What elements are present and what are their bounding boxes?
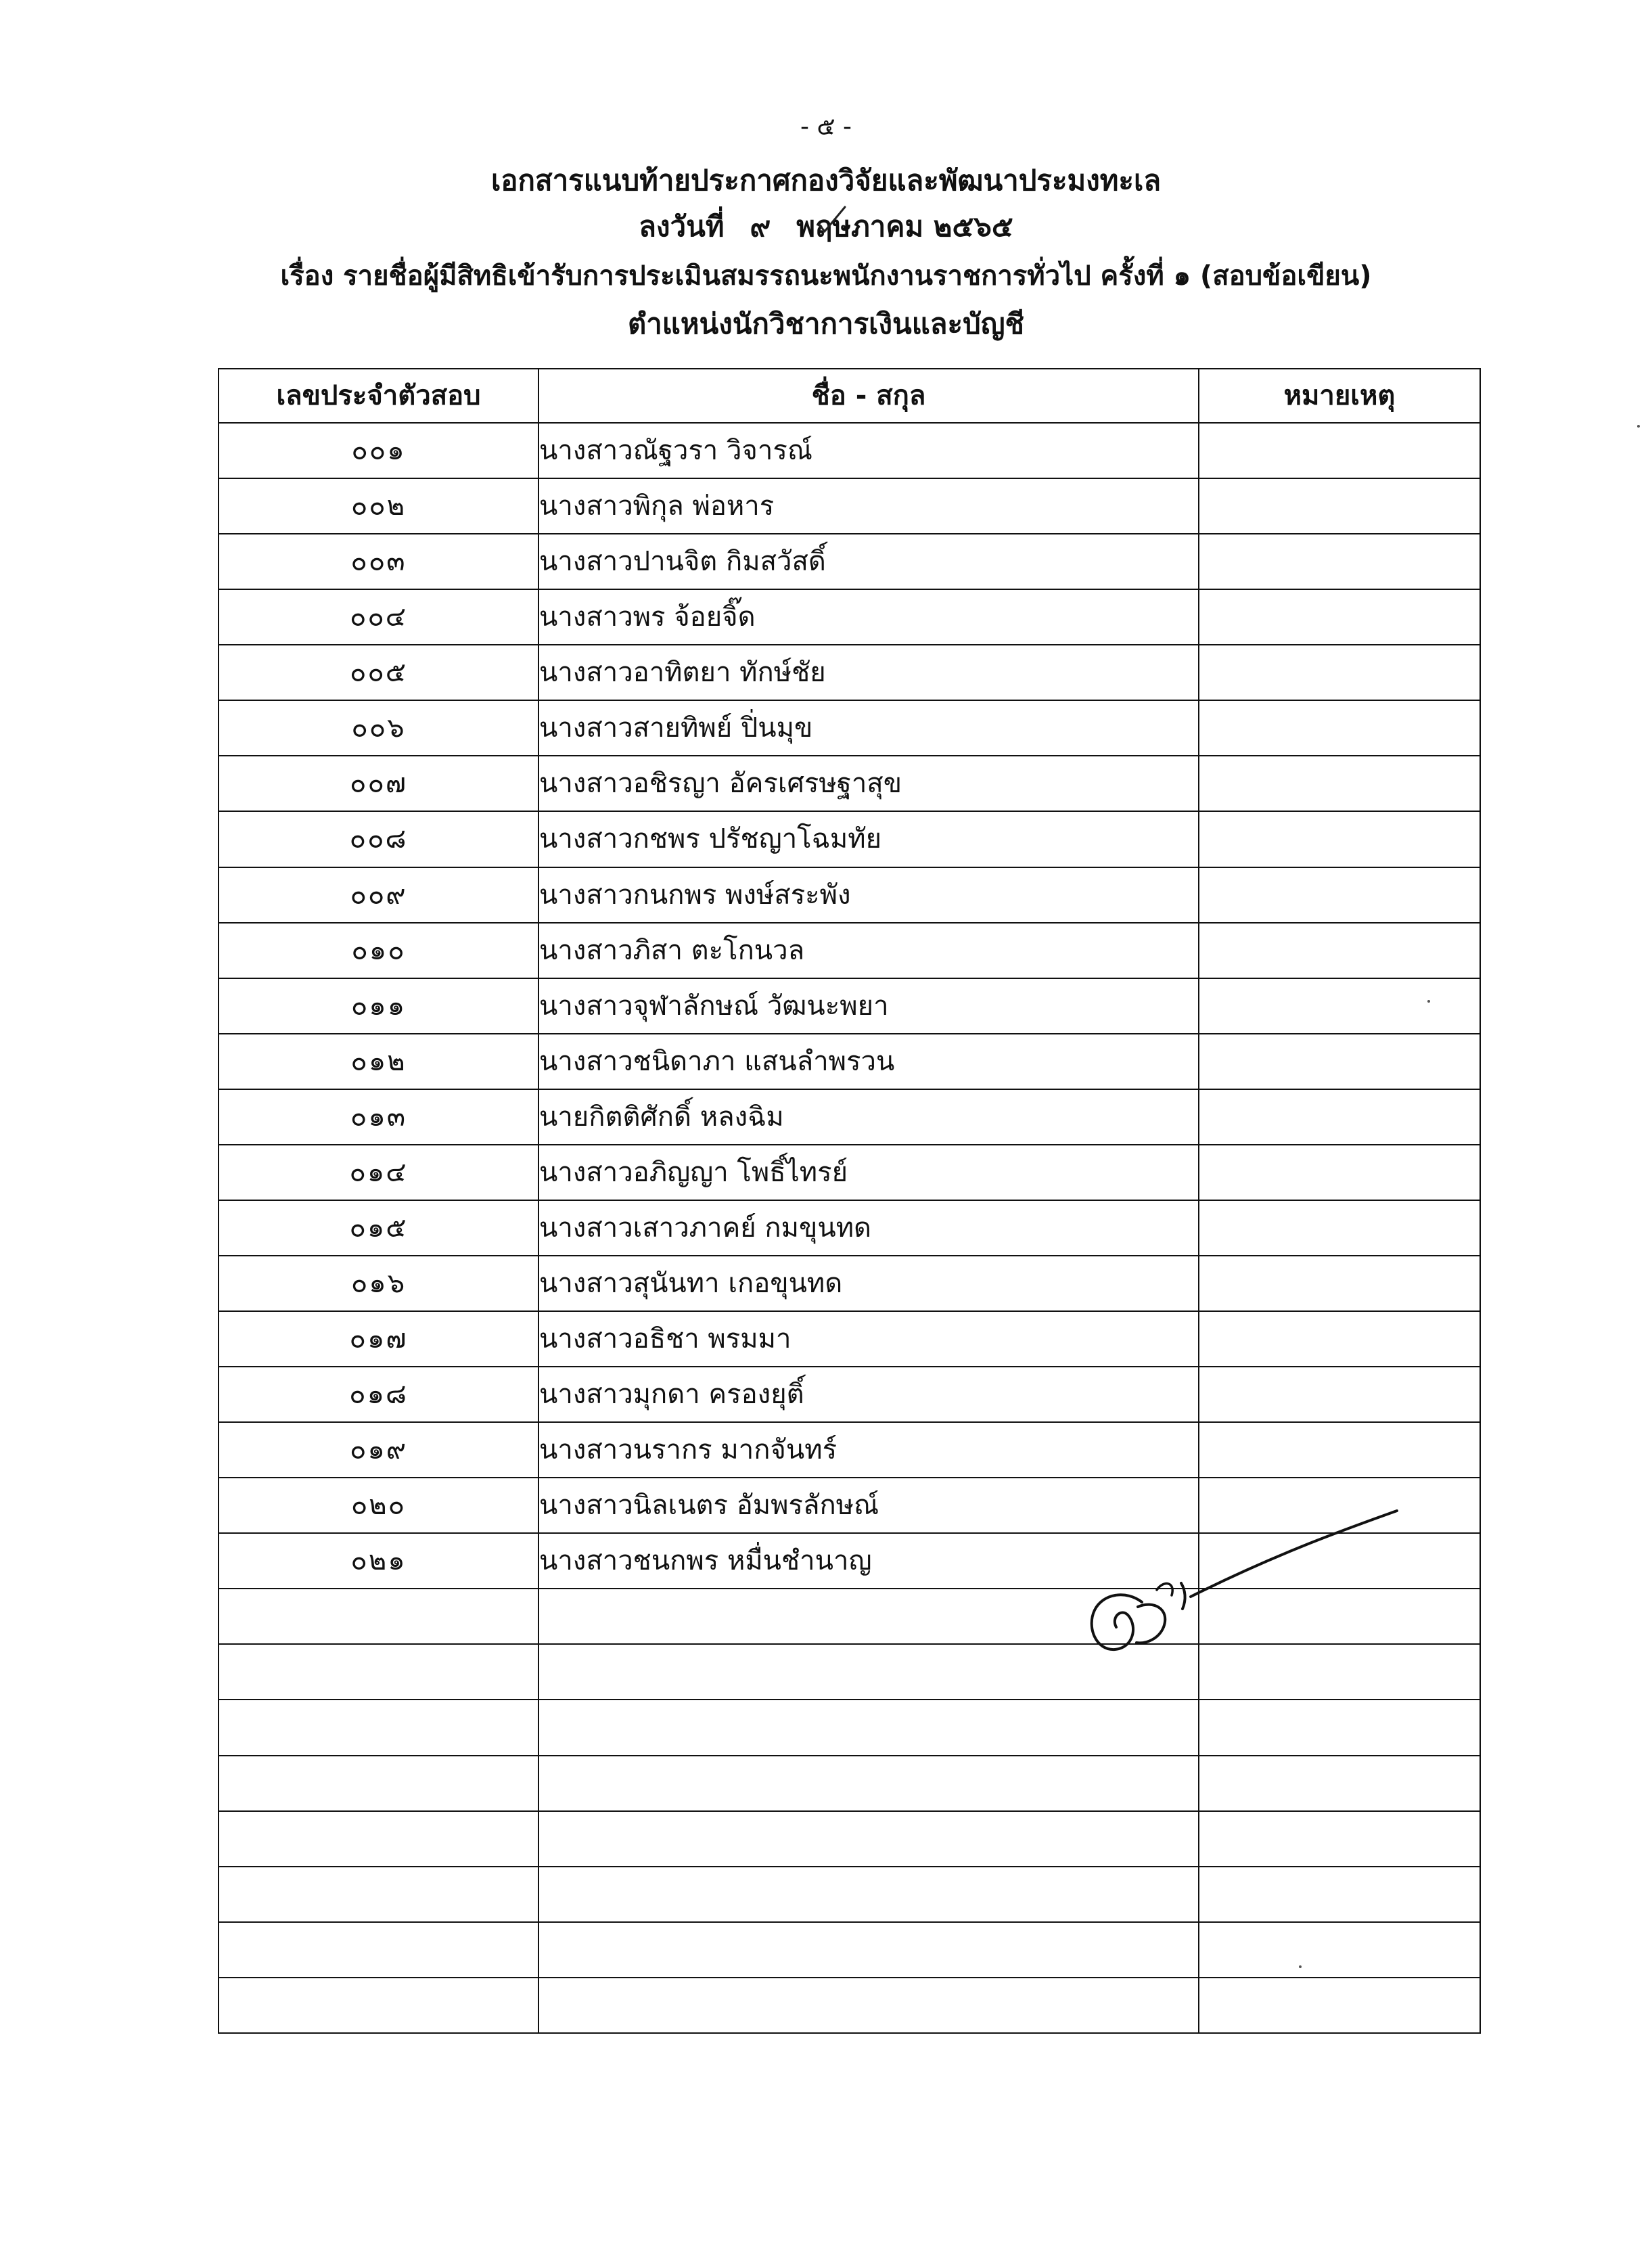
remarks-cell — [1199, 978, 1480, 1034]
remarks-cell — [1199, 645, 1480, 700]
date-day: ๙ — [750, 210, 771, 243]
name-cell: นางสาวอภิญญา โพธิ์ไทรย์ — [538, 1145, 1199, 1200]
exam-id-cell: ๐๑๓ — [219, 1089, 538, 1145]
table-row — [219, 1756, 1480, 1811]
date-rest: พฤษภาคม ๒๕๖๕ — [796, 210, 1013, 243]
name-cell: นางสาวสายทิพย์ ปิ่นมุข — [538, 700, 1199, 756]
column-header-name: ชื่อ - สกุล — [538, 369, 1199, 423]
remarks-cell — [1199, 1256, 1480, 1311]
remarks-cell — [1199, 923, 1480, 978]
remarks-cell — [1199, 1922, 1480, 1978]
table-row — [219, 1311, 1480, 1367]
exam-id-cell: ๐๐๗ — [219, 756, 538, 811]
table-body — [219, 423, 1480, 2033]
name-cell: นางสาวภิสา ตะโกนวล — [538, 923, 1199, 978]
remarks-cell — [1199, 589, 1480, 645]
remarks-cell — [1199, 534, 1480, 589]
exam-id-cell — [219, 1811, 538, 1867]
exam-id-cell — [219, 1922, 538, 1978]
name-cell: นางสาวอชิรญา อัครเศรษฐาสุข — [538, 756, 1199, 811]
table-row — [219, 478, 1480, 534]
name-cell: นางสาวนิลเนตร อัมพรลักษณ์ — [538, 1478, 1199, 1533]
exam-id-cell: ๐๒๑ — [219, 1533, 538, 1589]
exam-id-cell: ๐๑๗ — [219, 1311, 538, 1367]
exam-id-cell: ๐๐๖ — [219, 700, 538, 756]
remarks-cell — [1199, 423, 1480, 478]
table-header-row — [219, 369, 1480, 423]
name-cell: นางสาวมุกดา ครองยุติ์ — [538, 1367, 1199, 1422]
name-cell — [538, 1867, 1199, 1922]
column-header-exam-id: เลขประจำตัวสอบ — [219, 369, 538, 423]
document-title: เอกสารแนบท้ายประกาศกองวิจัยและพัฒนาประมงทะเล — [490, 164, 1162, 197]
table-row — [219, 589, 1480, 645]
exam-id-cell: ๐๑๐ — [219, 923, 538, 978]
name-cell: นางสาวชนกพร หมื่นชำนาญ — [538, 1533, 1199, 1589]
name-cell: นางสาวกชพร ปรัชญาโฉมทัย — [538, 811, 1199, 867]
table-row — [219, 1034, 1480, 1089]
exam-id-cell: ๐๐๒ — [219, 478, 538, 534]
name-cell: นายกิตติศักดิ์ หลงฉิม — [538, 1089, 1199, 1145]
table-row — [219, 1200, 1480, 1256]
remarks-cell — [1199, 867, 1480, 923]
remarks-cell — [1199, 478, 1480, 534]
exam-id-cell — [219, 1644, 538, 1700]
date-prefix: ลงวันที่ — [639, 210, 725, 243]
table-row — [219, 534, 1480, 589]
table-row — [219, 1811, 1480, 1867]
name-cell: นางสาวนรากร มากจันทร์ — [538, 1422, 1199, 1478]
exam-id-cell: ๐๐๔ — [219, 589, 538, 645]
table-row — [219, 923, 1480, 978]
name-cell — [538, 1922, 1199, 1978]
remarks-cell — [1199, 1089, 1480, 1145]
name-cell: นางสาวชนิดาภา แสนลำพรวน — [538, 1034, 1199, 1089]
exam-id-cell: ๐๒๐ — [219, 1478, 538, 1533]
remarks-cell — [1199, 1700, 1480, 1755]
table-row — [219, 1367, 1480, 1422]
exam-id-cell — [219, 1867, 538, 1922]
table-row — [219, 423, 1480, 478]
remarks-cell — [1199, 700, 1480, 756]
page-number: - ๕ - — [800, 113, 852, 141]
remarks-cell — [1199, 756, 1480, 811]
table-row — [219, 811, 1480, 867]
remarks-cell — [1199, 1200, 1480, 1256]
candidate-table — [218, 368, 1481, 2034]
remarks-cell — [1199, 1978, 1480, 2033]
exam-id-cell: ๐๑๕ — [219, 1200, 538, 1256]
exam-id-cell: ๐๐๘ — [219, 811, 538, 867]
table-row — [219, 1867, 1480, 1922]
remarks-cell — [1199, 1367, 1480, 1422]
name-cell: นางสาวกนกพร พงษ์สระพัง — [538, 867, 1199, 923]
exam-id-cell: ๐๑๙ — [219, 1422, 538, 1478]
exam-id-cell: ๐๐๙ — [219, 867, 538, 923]
name-cell: นางสาวเสาวภาคย์ กมขุนทด — [538, 1200, 1199, 1256]
table-row — [219, 1089, 1480, 1145]
document-position: ตำแหน่งนักวิชาการเงินและบัญชี — [627, 307, 1025, 340]
exam-id-cell: ๐๐๑ — [219, 423, 538, 478]
name-cell: นางสาวอาทิตยา ทักษ์ชัย — [538, 645, 1199, 700]
remarks-cell — [1199, 1034, 1480, 1089]
remarks-cell — [1199, 1422, 1480, 1478]
name-cell — [538, 1811, 1199, 1867]
table-row — [219, 1422, 1480, 1478]
exam-id-cell: ๐๑๑ — [219, 978, 538, 1034]
exam-id-cell: ๐๑๔ — [219, 1145, 538, 1200]
name-cell: นางสาวสุนันทา เกอขุนทด — [538, 1256, 1199, 1311]
name-cell: นางสาวณัฐวรา วิจารณ์ — [538, 423, 1199, 478]
table-row — [219, 978, 1480, 1034]
table-row — [219, 867, 1480, 923]
remarks-cell — [1199, 811, 1480, 867]
table-row — [219, 645, 1480, 700]
signature-icon — [1062, 1488, 1414, 1705]
table-row — [219, 1256, 1480, 1311]
remarks-cell — [1199, 1867, 1480, 1922]
exam-id-cell: ๐๐๓ — [219, 534, 538, 589]
remarks-cell — [1199, 1145, 1480, 1200]
exam-id-cell — [219, 1978, 538, 2033]
name-cell: นางสาวจุฬาลักษณ์ วัฒนะพยา — [538, 978, 1199, 1034]
name-cell — [538, 1700, 1199, 1755]
name-cell: นางสาวปานจิต กิมสวัสดิ์ — [538, 534, 1199, 589]
table-row — [219, 1700, 1480, 1755]
table-row — [219, 1978, 1480, 2033]
table-row — [219, 1922, 1480, 1978]
exam-id-cell: ๐๑๒ — [219, 1034, 538, 1089]
name-cell: นางสาวอธิชา พรมมา — [538, 1311, 1199, 1367]
name-cell — [538, 1978, 1199, 2033]
remarks-cell — [1199, 1756, 1480, 1811]
table-row — [219, 756, 1480, 811]
document-subject: เรื่อง รายชื่อผู้มีสิทธิเข้ารับการประเมินสมรรถนะพนักงานราชการทั่วไป ครั้งที่ ๑ (สอบข้อเขียน) — [280, 260, 1372, 292]
name-cell — [538, 1756, 1199, 1811]
name-cell: นางสาวพร จ้อยจิ๊ด — [538, 589, 1199, 645]
exam-id-cell — [219, 1589, 538, 1644]
name-cell: นางสาวพิกุล พ่อหาร — [538, 478, 1199, 534]
exam-id-cell — [219, 1756, 538, 1811]
exam-id-cell — [219, 1700, 538, 1755]
table-row — [219, 700, 1480, 756]
column-header-remarks: หมายเหตุ — [1199, 369, 1480, 423]
exam-id-cell: ๐๑๘ — [219, 1367, 538, 1422]
remarks-cell — [1199, 1811, 1480, 1867]
remarks-cell — [1199, 1311, 1480, 1367]
handwritten-tick-icon — [815, 204, 849, 238]
exam-id-cell: ๐๐๕ — [219, 645, 538, 700]
exam-id-cell: ๐๑๖ — [219, 1256, 538, 1311]
table-row — [219, 1145, 1480, 1200]
